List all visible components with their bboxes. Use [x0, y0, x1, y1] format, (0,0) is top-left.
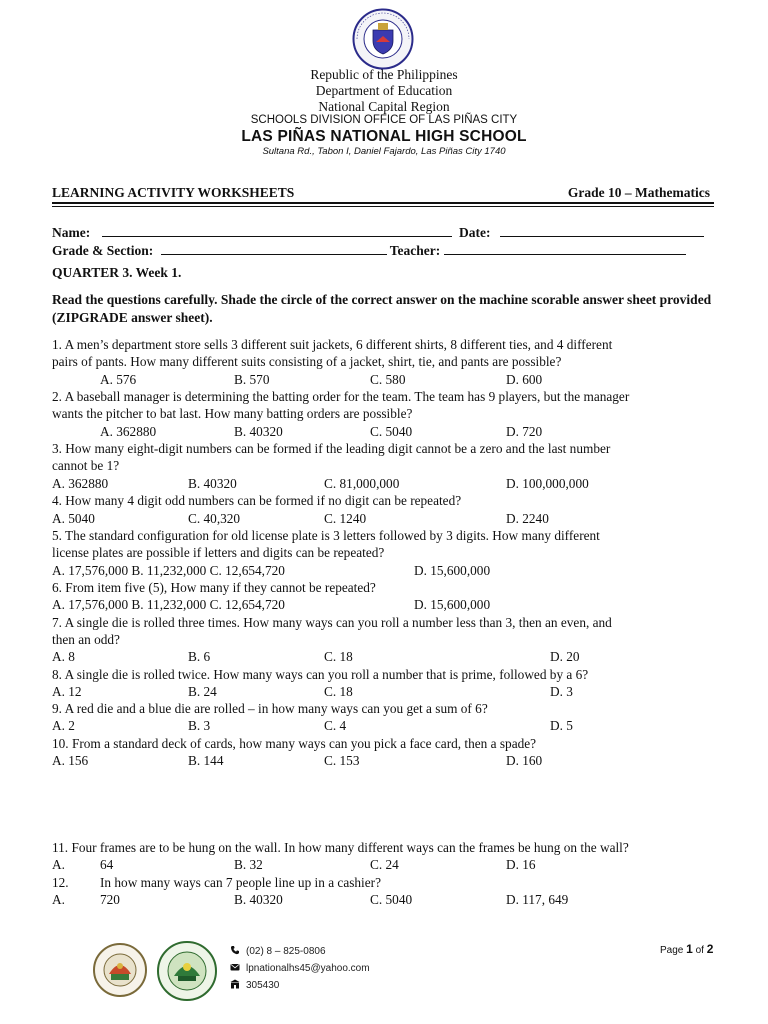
q12-option-d: D. 117, 649: [506, 892, 569, 907]
grade-subject: Grade 10 – Mathematics: [567, 185, 710, 200]
q5-line2: license plates are possible if letters and digits can be repeated?: [52, 545, 385, 560]
name-date-row: [52, 224, 704, 241]
q2-option-b: B. 40320: [234, 424, 283, 439]
phone-number: (02) 8 – 825-0806: [246, 946, 326, 957]
q12-option-a: 720: [100, 892, 120, 907]
q11-option-a-letter: A.: [52, 857, 65, 872]
page-total: 2: [706, 942, 714, 956]
school-id: 305430: [246, 980, 280, 991]
school-address: Sultana Rd., Tabon I, Daniel Fajardo, Las Piñas City 1740: [262, 146, 506, 157]
grade-section-label: Grade & Section:: [52, 243, 154, 258]
q8-option-b: B. 24: [188, 684, 217, 699]
worksheet-title: LEARNING ACTIVITY WORKSHEETS: [52, 185, 295, 200]
q12-option-c: C. 5040: [370, 892, 413, 907]
q4-option-c: C. 1240: [324, 511, 367, 526]
q4-option-a: A. 5040: [52, 511, 95, 526]
date-field[interactable]: [500, 224, 704, 237]
instructions: Read the questions carefully. Shade the circle of the correct answer on the machine scorable answer sheet provided (ZIPGRADE answer sheet).: [52, 292, 712, 325]
q9-option-b: B. 3: [188, 718, 211, 733]
q7-option-c: C. 18: [324, 649, 353, 664]
q9-option-a: A. 2: [52, 718, 75, 733]
q12-option-a-letter: A.: [52, 892, 65, 907]
header-region: National Capital Region: [318, 99, 450, 114]
q11-line1: 11. Four frames are to be hung on the wall. In how many different ways can the frames be hung on the wall?: [52, 840, 629, 855]
header-republic: Republic of the Philippines: [310, 67, 458, 82]
q9-option-c: C. 4: [324, 718, 347, 733]
q2-option-c: C. 5040: [370, 424, 413, 439]
q10-option-b: B. 144: [188, 753, 224, 768]
q10-option-a: A. 156: [52, 753, 89, 768]
contact-phone: [230, 945, 326, 957]
q3-option-d: D. 100,000,000: [506, 476, 589, 491]
school-seal-logo: [156, 940, 218, 1002]
quarter-week: QUARTER 3. Week 1.: [52, 265, 182, 280]
page-prefix: Page: [660, 945, 687, 956]
q10-option-c: C. 153: [324, 753, 360, 768]
q12-line1: In how many ways can 7 people line up in a cashier?: [100, 875, 381, 890]
city-division-seal-logo: [92, 942, 148, 998]
q5-option-d: D. 15,600,000: [414, 563, 491, 578]
q11-option-d: D. 16: [506, 857, 536, 872]
q7-option-a: A. 8: [52, 649, 75, 664]
q11-option-a: 64: [100, 857, 114, 872]
email-address: lpnationalhs45@yahoo.com: [246, 963, 370, 974]
q2-option-a: A. 362880: [100, 424, 157, 439]
deped-seal-logo: [352, 8, 414, 70]
q8-line1: 8. A single die is rolled twice. How many ways can you roll a number that is prime, followed by a 6?: [52, 667, 589, 682]
q12-option-b: B. 40320: [234, 892, 283, 907]
q3-option-a: A. 362880: [52, 476, 109, 491]
grade-section-field[interactable]: [161, 242, 387, 255]
q1-option-b: B. 570: [234, 372, 270, 387]
q6-options-abc: A. 17,576,000 B. 11,232,000 C. 12,654,720: [52, 597, 285, 612]
q2-line2: wants the pitcher to bat last. How many batting orders are possible?: [52, 406, 413, 421]
q4-option-b: C. 40,320: [188, 511, 241, 526]
q5-line1: 5. The standard configuration for old license plate is 3 letters followed by 3 digits. How many different: [52, 528, 600, 543]
q7-line1: 7. A single die is rolled three times. How many ways can you roll a number less than 3, then an even, and: [52, 615, 612, 630]
header-division: SCHOOLS DIVISION OFFICE OF LAS PIÑAS CITY: [250, 114, 518, 126]
q5-options-abc: A. 17,576,000 B. 11,232,000 C. 12,654,720: [52, 563, 285, 578]
email-icon: [230, 962, 240, 972]
q1-option-c: C. 580: [370, 372, 406, 387]
q8-option-d: D. 3: [550, 684, 573, 699]
q4-option-d: D. 2240: [506, 511, 549, 526]
name-field[interactable]: [102, 224, 452, 237]
q8-option-c: C. 18: [324, 684, 353, 699]
q11-option-b: B. 32: [234, 857, 263, 872]
school-building-icon: [230, 979, 240, 989]
q1-line2: pairs of pants. How many different suits consisting of a jacket, shirt, tie, and pants are possible?: [52, 354, 562, 369]
date-label: Date:: [458, 225, 491, 240]
q1-option-d: D. 600: [506, 372, 543, 387]
q12-number: 12.: [52, 875, 69, 890]
contact-school-id: [230, 979, 279, 991]
q10-line1: 10. From a standard deck of cards, how many ways can you pick a face card, then a spade?: [52, 736, 537, 751]
q6-option-d: D. 15,600,000: [414, 597, 491, 612]
worksheet-title-row: [52, 185, 714, 203]
q9-option-d: D. 5: [550, 718, 573, 733]
page-of: of: [692, 945, 707, 956]
q6-line1: 6. From item five (5), How many if they cannot be repeated?: [52, 580, 376, 595]
q2-option-d: D. 720: [506, 424, 543, 439]
q3-line2: cannot be 1?: [52, 458, 120, 473]
q9-line1: 9. A red die and a blue die are rolled – in how many ways can you get a sum of 6?: [52, 701, 488, 716]
teacher-label: Teacher:: [389, 243, 441, 258]
title-rule-thin: [52, 206, 714, 207]
contact-email: [230, 962, 370, 974]
q4-line1: 4. How many 4 digit odd numbers can be formed if no digit can be repeated?: [52, 493, 462, 508]
grade-teacher-row: [52, 242, 686, 259]
q3-option-b: B. 40320: [188, 476, 237, 491]
title-rule-thick: [52, 202, 714, 204]
q10-option-d: D. 160: [506, 753, 543, 768]
school-name: LAS PIÑAS NATIONAL HIGH SCHOOL: [241, 128, 527, 145]
q7-option-b: B. 6: [188, 649, 211, 664]
q3-option-c: C. 81,000,000: [324, 476, 400, 491]
page-number: [660, 942, 713, 956]
header-department: Department of Education: [315, 83, 453, 98]
q8-option-a: A. 12: [52, 684, 82, 699]
q7-option-d: D. 20: [550, 649, 580, 664]
page-current: 1: [686, 942, 693, 956]
q7-line2: then an odd?: [52, 632, 120, 647]
q1-line1: 1. A men’s department store sells 3 different suit jackets, 6 different shirts, 8 different ties, and 4 different: [52, 337, 613, 352]
q11-option-c: C. 24: [370, 857, 399, 872]
q2-line1: 2. A baseball manager is determining the batting order for the team. The team has 9 players, but the manager: [52, 389, 630, 404]
phone-icon: [230, 945, 240, 955]
name-label: Name:: [52, 225, 91, 240]
q1-option-a: A. 576: [100, 372, 137, 387]
q3-line1: 3. How many eight-digit numbers can be formed if the leading digit cannot be a zero and the last number: [52, 441, 611, 456]
teacher-field[interactable]: [444, 242, 686, 255]
